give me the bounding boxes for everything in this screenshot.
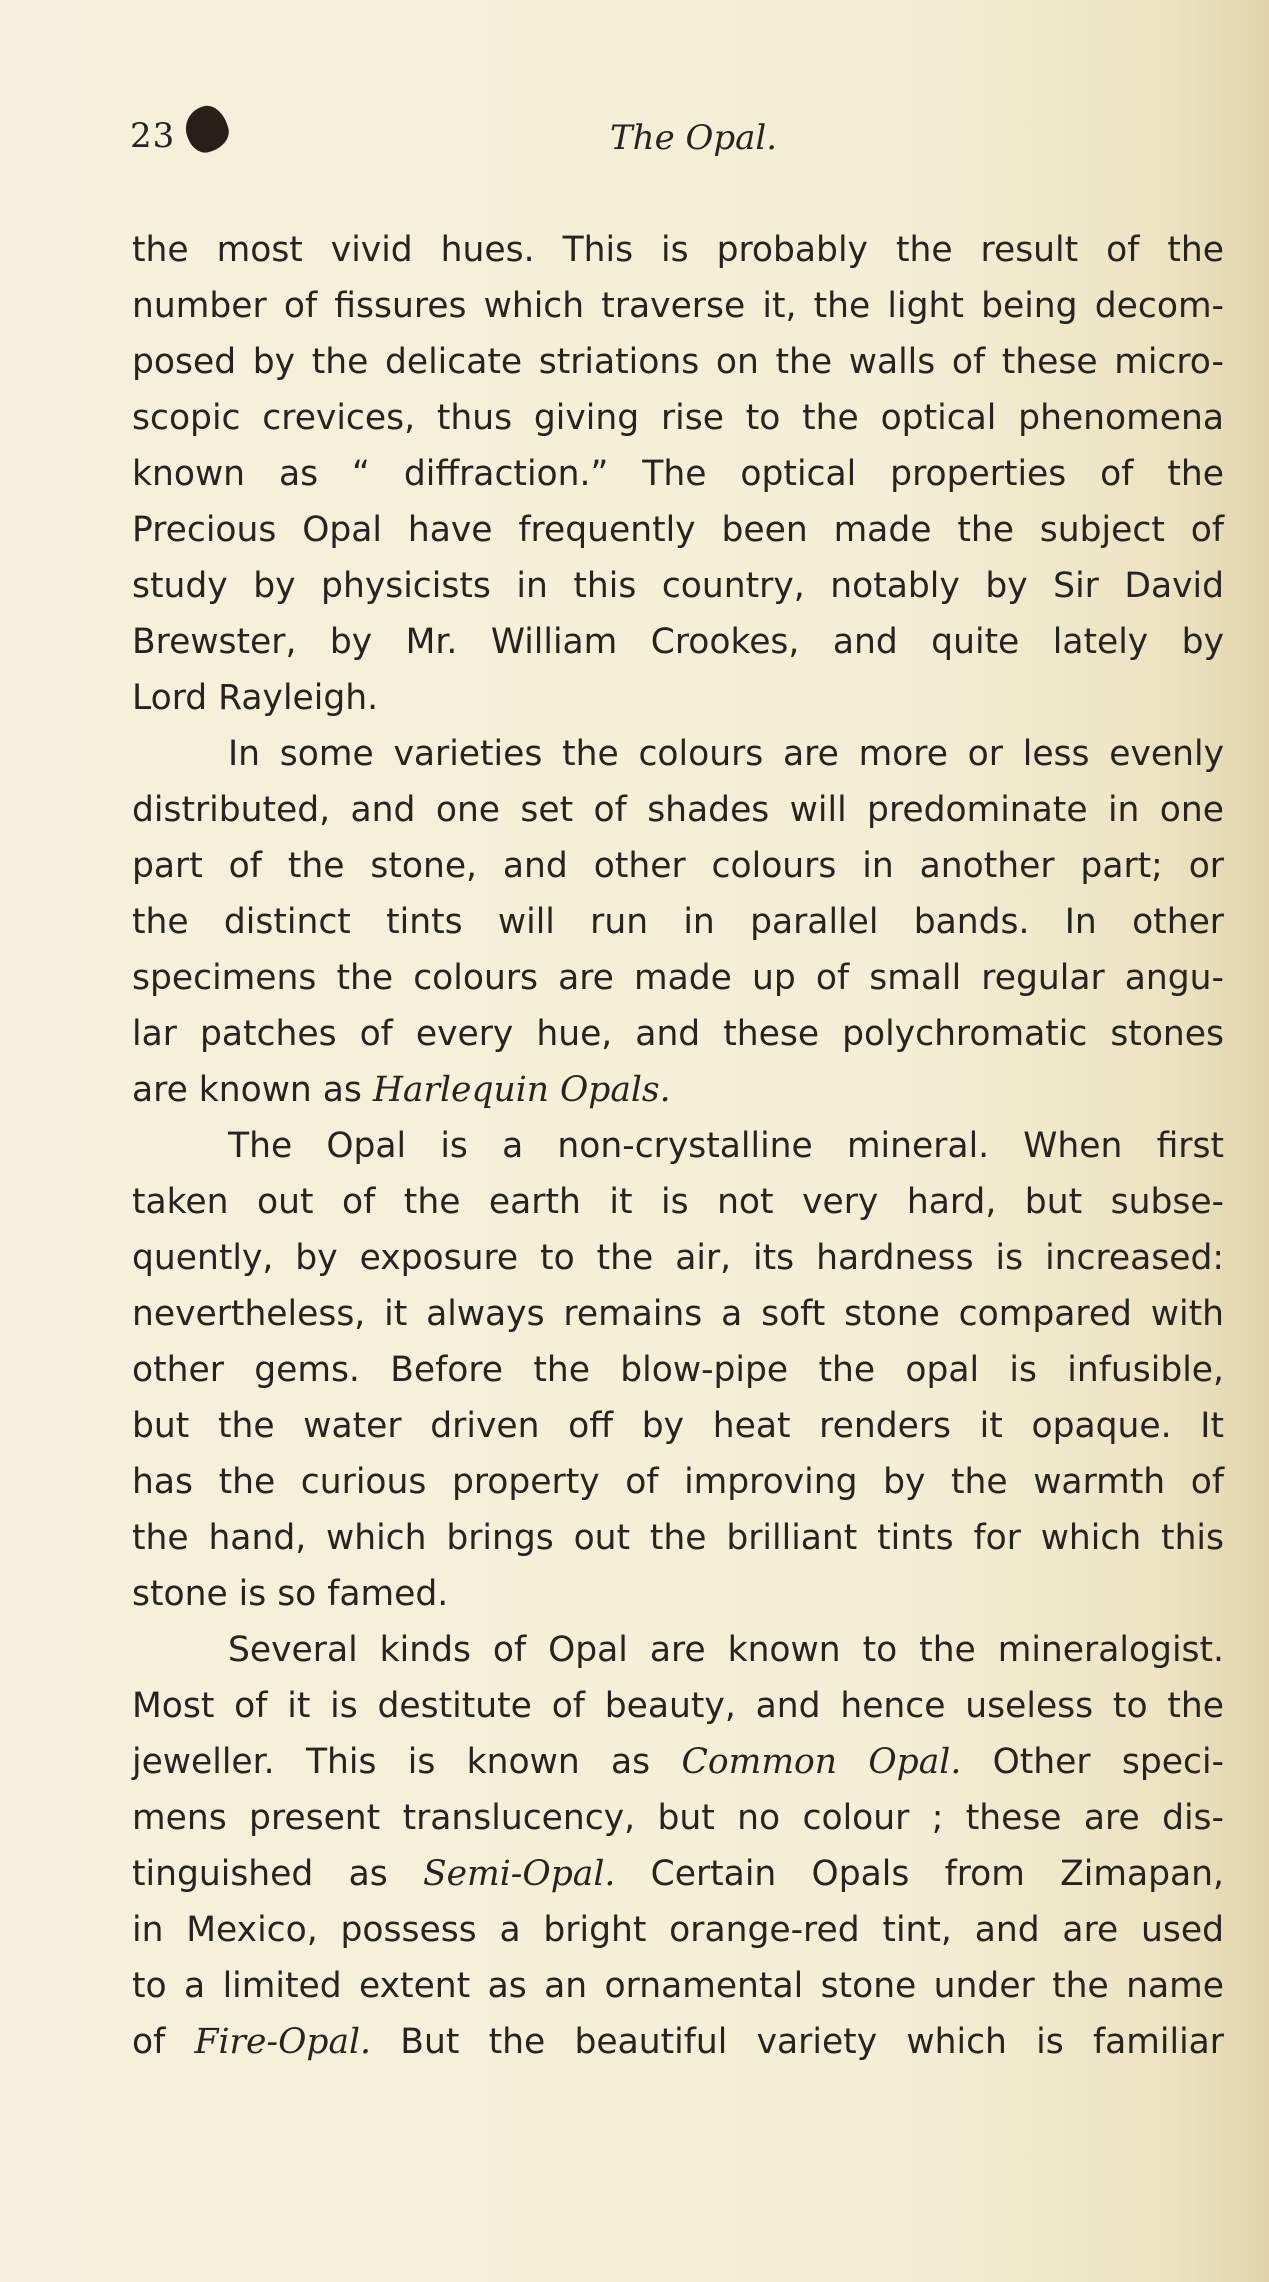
body-text: [132, 222, 1224, 2070]
text-line: other gems. Before the blow-pipe the opal is infusible,: [132, 1350, 1224, 1390]
text-run: Other speci-: [961, 1742, 1224, 1782]
text-line: posed by the delicate striations on the walls of these micro-: [132, 342, 1224, 382]
text-line: number of fissures which traverse it, the light being decom-: [132, 286, 1224, 326]
text-line: lar patches of every hue, and these polychromatic stones: [132, 1014, 1224, 1054]
ink-blot: [182, 102, 233, 156]
text-line: Most of it is destitute of beauty, and hence useless to the: [132, 1686, 1224, 1726]
running-title: The Opal.: [610, 118, 778, 158]
text-run: jeweller. This is known as: [132, 1742, 682, 1782]
text-line: nevertheless, it always remains a soft stone compared with: [132, 1294, 1224, 1334]
text-line: but the water driven off by heat renders it opaque. It: [132, 1406, 1224, 1446]
text-run: of: [132, 2022, 195, 2062]
text-run: But the beautiful variety which is familiar: [371, 2022, 1224, 2062]
text-line: [132, 1734, 1224, 1790]
text-line: in Mexico, possess a bright orange-red tint, and are used: [132, 1910, 1224, 1950]
text-line: the distinct tints will run in parallel bands. In other: [132, 902, 1224, 942]
text-line: [132, 2014, 1224, 2070]
text-line: scopic crevices, thus giving rise to the optical phenomena: [132, 398, 1224, 438]
italic-term: Common Opal.: [681, 1742, 962, 1782]
text-line: In some varieties the colours are more or less evenly: [228, 734, 1224, 774]
text-line: specimens the colours are made up of small regular angu-: [132, 958, 1224, 998]
text-line: The Opal is a non-crystalline mineral. When first: [228, 1126, 1224, 1166]
text-line: [132, 1062, 1224, 1118]
text-run: Certain Opals from Zimapan,: [615, 1854, 1224, 1894]
text-line: Lord Rayleigh.: [132, 678, 379, 718]
text-line: the hand, which brings out the brilliant tints for which this: [132, 1518, 1224, 1558]
text-line: mens present translucency, but no colour ; these are dis-: [132, 1798, 1224, 1838]
text-line: stone is so famed.: [132, 1574, 449, 1614]
text-line: has the curious property of improving by the warmth of: [132, 1462, 1224, 1502]
text-line: Precious Opal have frequently been made the subject of: [132, 510, 1224, 550]
text-line: Brewster, by Mr. William Crookes, and quite lately by: [132, 622, 1224, 662]
text-line: Several kinds of Opal are known to the mineralogist.: [228, 1630, 1224, 1670]
text-line: known as “ diffraction.” The optical properties of the: [132, 454, 1224, 494]
text-line: to a limited extent as an ornamental stone under the name: [132, 1966, 1224, 2006]
text-line: the most vivid hues. This is probably the result of the: [132, 230, 1224, 270]
text-run: are known as: [132, 1070, 373, 1110]
text-line: distributed, and one set of shades will predominate in one: [132, 790, 1224, 830]
page-header: [130, 112, 1230, 172]
italic-term: Fire-Opal.: [194, 2022, 372, 2062]
text-line: part of the stone, and other colours in another part; or: [132, 846, 1224, 886]
text-run: tinguished as: [132, 1854, 423, 1894]
text-line: study by physicists in this country, notably by Sir David: [132, 566, 1224, 606]
text-line: taken out of the earth it is not very hard, but subse-: [132, 1182, 1224, 1222]
italic-term: Semi-Opal.: [422, 1854, 616, 1894]
italic-term: Harlequin Opals.: [372, 1070, 671, 1110]
text-line: [132, 1846, 1224, 1902]
text-line: quently, by exposure to the air, its hardness is increased:: [132, 1238, 1224, 1278]
page-number: 23: [130, 116, 176, 156]
